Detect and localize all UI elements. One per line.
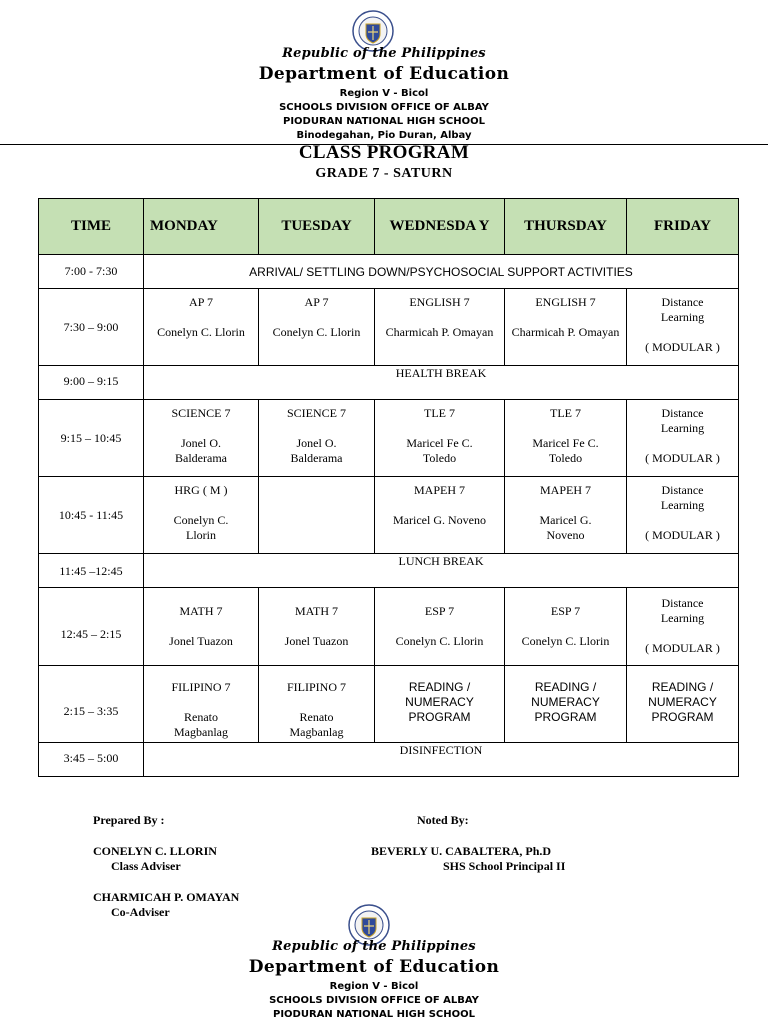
table-row <box>39 588 739 666</box>
subject: HRG ( M ) <box>174 483 228 497</box>
schedule-cell <box>375 666 505 743</box>
column-header: THURSDAY <box>505 199 627 255</box>
subject: ESP 7 <box>424 604 455 618</box>
activity-span-cell: ARRIVAL/ SETTLING DOWN/PSYCHOSOCIAL SUPPORT ACTIVITIES <box>144 255 739 289</box>
table-row <box>39 743 739 777</box>
schedule-cell <box>627 400 739 477</box>
footer-school: PIODURAN NATIONAL HIGH SCHOOL <box>272 1009 476 1020</box>
teacher: Jonel Tuazon <box>169 634 233 648</box>
header-address: Binodegahan, Pio Duran, Albay <box>296 130 472 141</box>
schedule-cell <box>627 588 739 666</box>
schedule-cell <box>627 666 739 743</box>
subject: TLE 7 <box>550 406 581 420</box>
subject: AP 7 <box>189 295 213 309</box>
header-school: PIODURAN NATIONAL HIGH SCHOOL <box>282 116 486 127</box>
coadviser-name: CHARMICAH P. OMAYAN <box>93 890 240 904</box>
header-division: SCHOOLS DIVISION OFFICE OF ALBAY <box>279 102 489 113</box>
schedule-cell <box>375 477 505 554</box>
subject: MAPEH 7 <box>539 483 591 497</box>
subject: Distance Learning <box>660 596 705 625</box>
table-row <box>39 400 739 477</box>
teacher: ( MODULAR ) <box>645 528 720 542</box>
schedule-cell <box>505 400 627 477</box>
teacher: Charmicah P. Omayan <box>385 325 494 339</box>
teacher: ( MODULAR ) <box>645 641 720 655</box>
principal-name: BEVERLY U. CABALTERA, Ph.D <box>371 844 552 858</box>
noted-by-label: Noted By: <box>417 813 469 827</box>
column-header: MONDAY <box>144 199 259 255</box>
adviser-name: CONELYN C. LLORIN <box>93 844 217 858</box>
schedule-cell <box>144 400 259 477</box>
schedule-cell <box>375 289 505 366</box>
schedule-cell <box>505 588 627 666</box>
schedule-cell <box>627 477 739 554</box>
table-row <box>39 366 739 400</box>
subject: SCIENCE 7 <box>171 406 231 420</box>
subject: READING / NUMERACY PROGRAM <box>531 680 600 724</box>
schedule-cell <box>144 666 259 743</box>
schedule-cell <box>375 400 505 477</box>
schedule-cell <box>259 477 375 554</box>
time-cell: 7:00 - 7:30 <box>39 255 144 289</box>
table-row <box>39 477 739 554</box>
header-republic: Republic of the Philippines <box>282 46 486 61</box>
time-cell: 11:45 –12:45 <box>39 554 144 588</box>
schedule-cell <box>259 289 375 366</box>
schedule-cell <box>144 588 259 666</box>
teacher: Jonel O. Balderama <box>175 436 227 465</box>
footer-department: Department of Education <box>248 957 500 977</box>
time-cell: 9:15 – 10:45 <box>39 400 144 477</box>
coadviser-role: Co-Adviser <box>111 905 170 919</box>
schedule-cell <box>144 289 259 366</box>
schedule-cell <box>505 666 627 743</box>
subject: Distance Learning <box>660 483 705 512</box>
subject: READING / NUMERACY PROGRAM <box>648 680 717 724</box>
column-header: WEDNESDA Y <box>375 199 505 255</box>
subject: MATH 7 <box>294 604 338 618</box>
subject: FILIPINO 7 <box>171 680 231 694</box>
column-header: TUESDAY <box>259 199 375 255</box>
time-cell: 12:45 – 2:15 <box>39 588 144 666</box>
teacher: Conelyn C. Llorin <box>157 325 245 339</box>
teacher: Charmicah P. Omayan <box>511 325 620 339</box>
footer-republic: Republic of the Philippines <box>272 939 476 954</box>
teacher: Conelyn C. Llorin <box>395 634 484 648</box>
teacher: Jonel O. Balderama <box>290 436 343 465</box>
teacher: ( MODULAR ) <box>645 451 720 465</box>
subject: MATH 7 <box>179 604 223 618</box>
column-header: TIME <box>39 199 144 255</box>
activity-span-cell: LUNCH BREAK <box>144 554 739 588</box>
time-cell: 9:00 – 9:15 <box>39 366 144 400</box>
teacher: Conelyn C. Llorin <box>272 325 361 339</box>
teacher: Conelyn C. Llorin <box>173 513 229 542</box>
header-department: Department of Education <box>258 64 510 84</box>
table-row <box>39 554 739 588</box>
footer-region: Region V - Bicol <box>329 981 419 992</box>
footer-division: SCHOOLS DIVISION OFFICE OF ALBAY <box>269 995 479 1006</box>
time-cell: 2:15 – 3:35 <box>39 666 144 743</box>
teacher: Maricel Fe C. Toledo <box>406 436 473 465</box>
principal-role: SHS School Principal II <box>443 859 566 873</box>
teacher: Maricel G. Noveno <box>539 513 592 542</box>
table-row <box>39 666 739 743</box>
schedule-cell <box>375 588 505 666</box>
schedule-cell <box>259 666 375 743</box>
teacher: Maricel Fe C. Toledo <box>532 436 599 465</box>
time-cell: 10:45 - 11:45 <box>39 477 144 554</box>
subject: MAPEH 7 <box>413 483 465 497</box>
table-row <box>39 289 739 366</box>
subject: TLE 7 <box>424 406 455 420</box>
subject: SCIENCE 7 <box>286 406 346 420</box>
teacher: Jonel Tuazon <box>284 634 349 648</box>
table-row <box>39 255 739 289</box>
teacher: Conelyn C. Llorin <box>521 634 610 648</box>
subject: ENGLISH 7 <box>409 295 470 309</box>
schedule-cell <box>627 289 739 366</box>
table-header-row <box>39 199 739 255</box>
column-header: FRIDAY <box>627 199 739 255</box>
schedule-cell <box>259 400 375 477</box>
subject: AP 7 <box>304 295 329 309</box>
subject: Distance Learning <box>660 406 705 435</box>
schedule-cell <box>144 477 259 554</box>
adviser-role: Class Adviser <box>111 859 181 873</box>
teacher: ( MODULAR ) <box>645 340 720 354</box>
teacher: Maricel G. Noveno <box>393 513 486 527</box>
schedule-cell <box>259 588 375 666</box>
activity-span-cell: DISINFECTION <box>144 743 739 777</box>
subject: FILIPINO 7 <box>287 680 346 694</box>
subject: Distance Learning <box>660 295 705 324</box>
teacher: Renato Magbanlag <box>174 710 228 739</box>
teacher: Renato Magbanlag <box>289 710 344 739</box>
schedule-cell <box>505 477 627 554</box>
activity-span-cell: HEALTH BREAK <box>144 366 739 400</box>
header-region: Region V - Bicol <box>339 88 429 99</box>
schedule-table <box>38 198 739 777</box>
time-cell: 3:45 – 5:00 <box>39 743 144 777</box>
page-title: CLASS PROGRAM <box>298 142 470 163</box>
subject: ESP 7 <box>550 604 581 618</box>
subject: ENGLISH 7 <box>535 295 596 309</box>
schedule-cell <box>505 289 627 366</box>
page-subtitle: GRADE 7 - SATURN <box>315 166 453 181</box>
time-cell: 7:30 – 9:00 <box>39 289 144 366</box>
prepared-by-label: Prepared By : <box>93 813 165 827</box>
subject: READING / NUMERACY PROGRAM <box>405 680 474 724</box>
